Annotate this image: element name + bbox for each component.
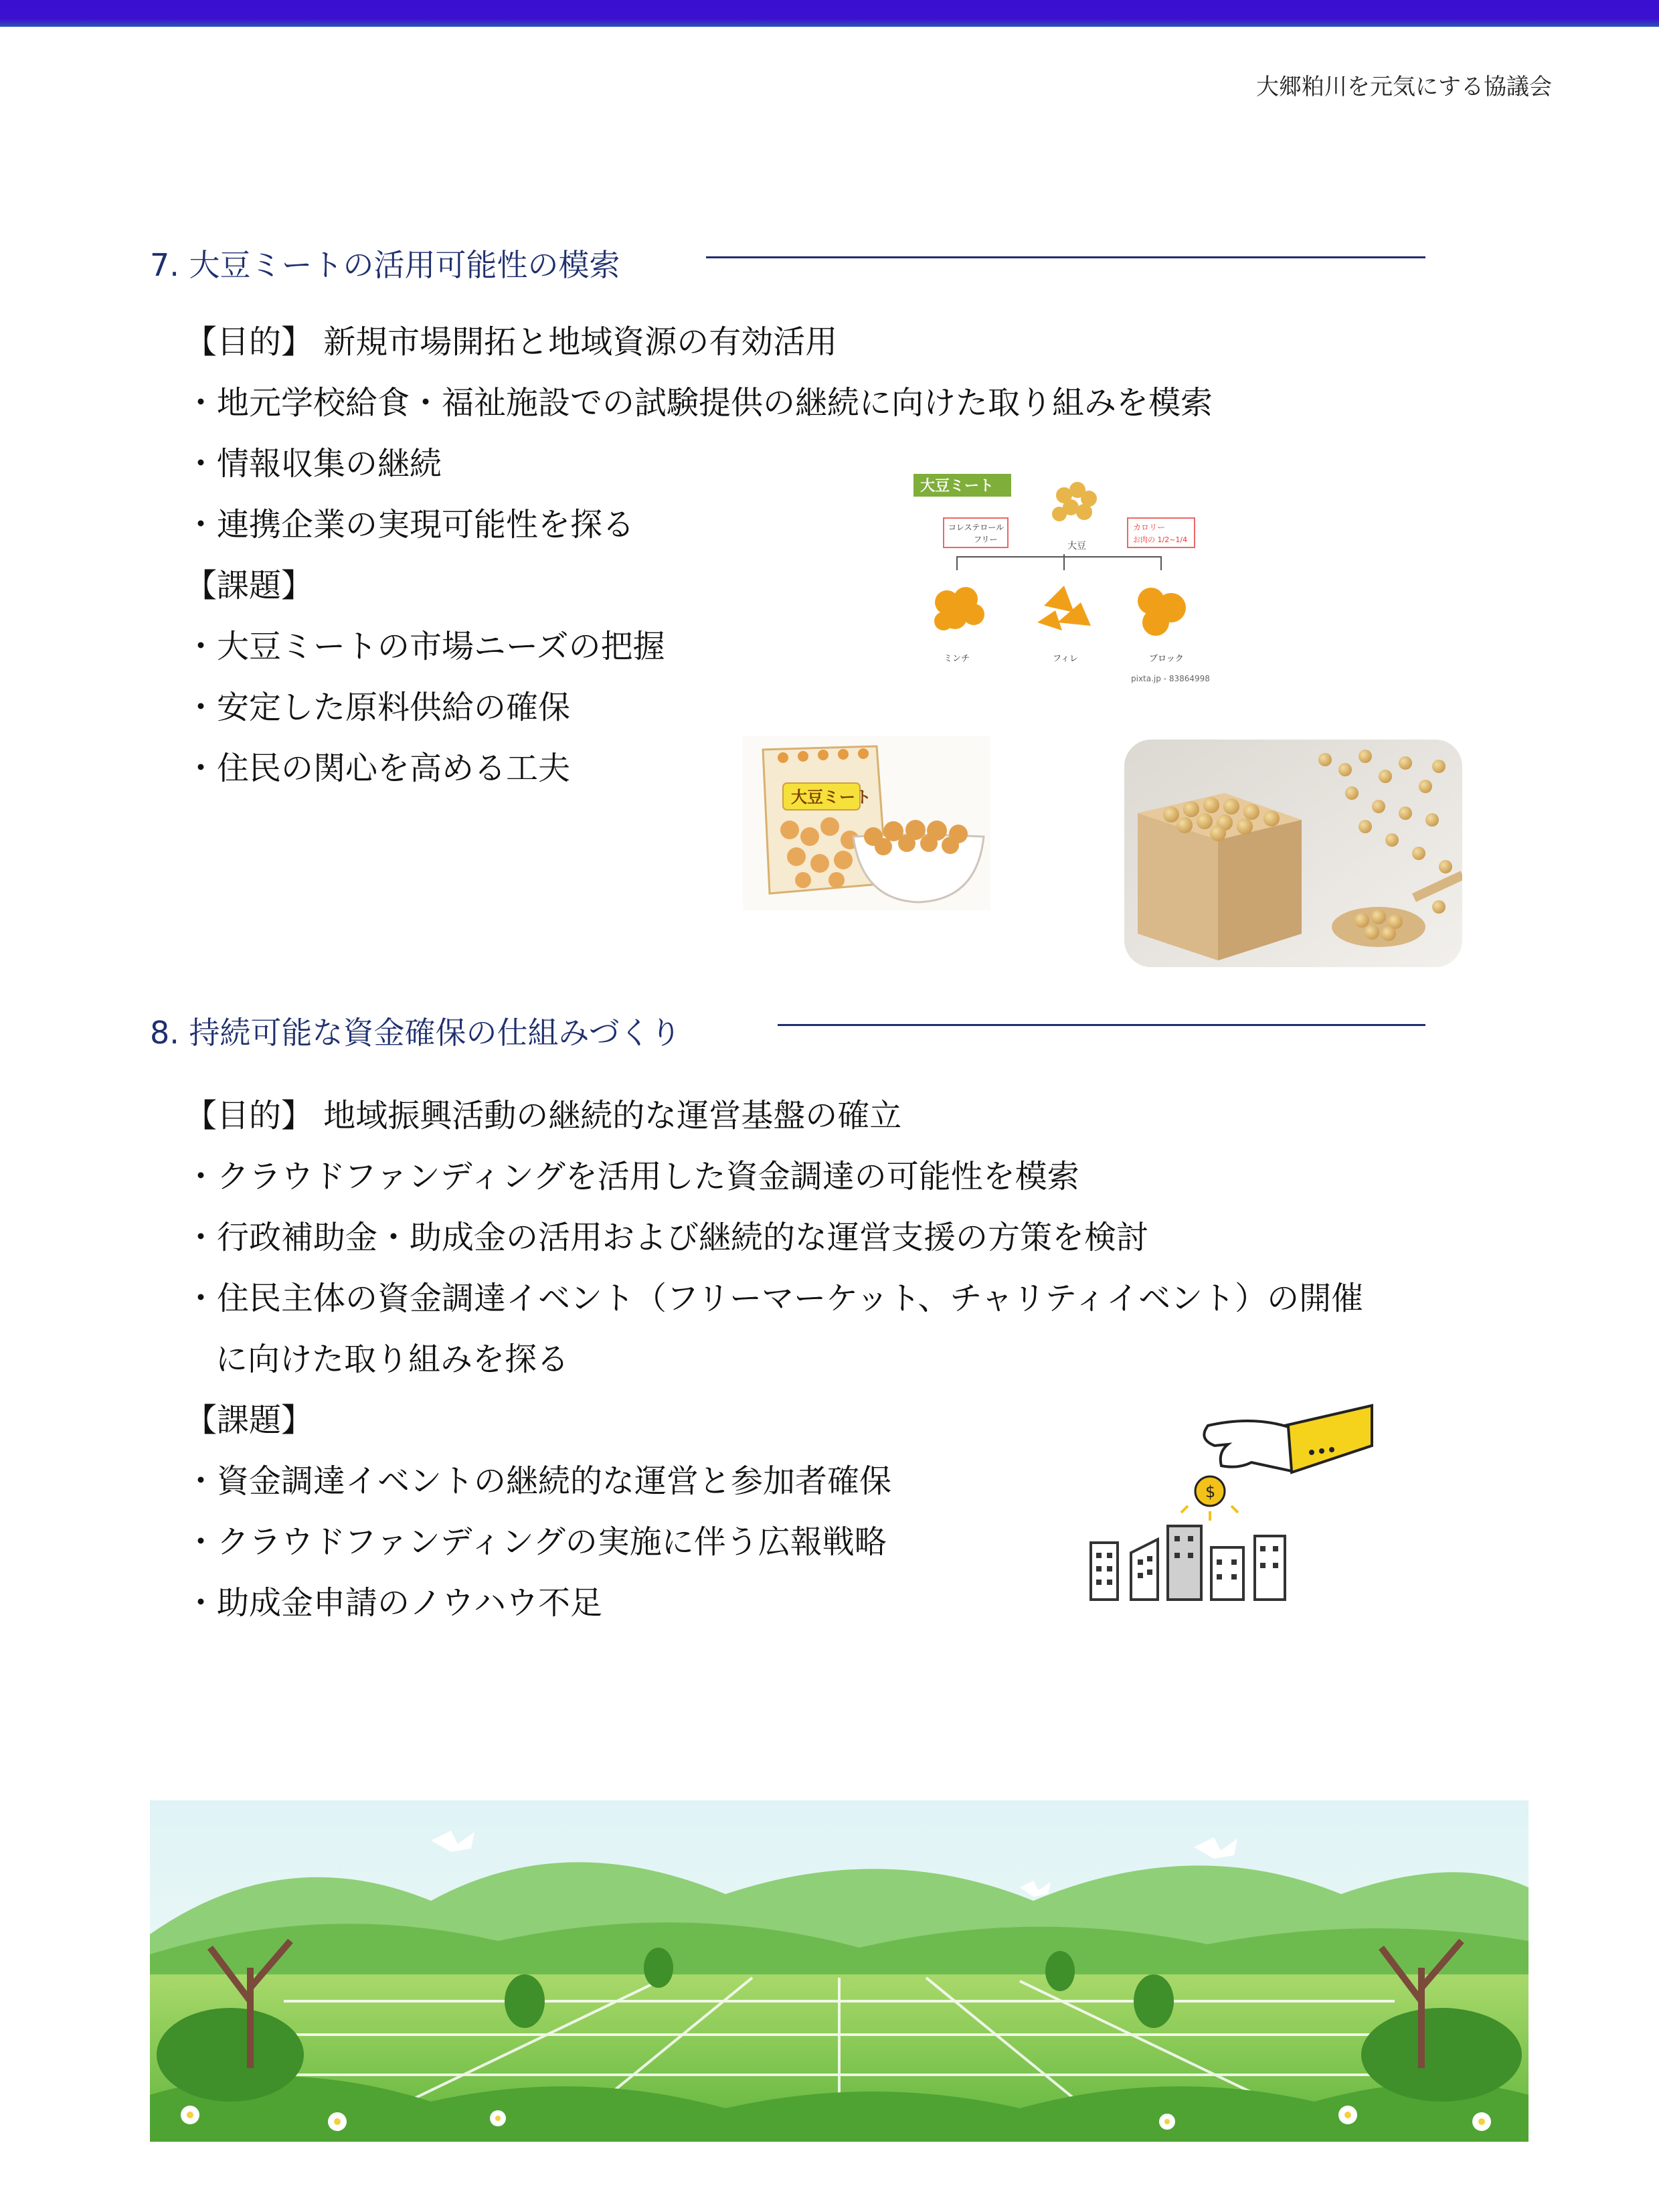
soy-meat-package-image [743,736,990,910]
section-8-item: ・行政補助金・助成金の活用および継続的な運営支援の方策を検討 [185,1219,1149,1256]
section-8-issues-heading: 【課題】 [185,1401,314,1439]
package-label: 大豆ミート [791,788,871,806]
landscape-illustration [150,1800,1529,2142]
section-7-title: 7. 大豆ミートの活用可能性の模索 [150,247,620,283]
svg-text:$: $ [1205,1482,1216,1501]
svg-text:ミンチ: ミンチ [944,654,970,664]
soy-meat-diagram-image [907,462,1228,693]
section-7-issue: ・大豆ミートの市場ニーズの把握 [185,628,665,665]
svg-text:フィレ: フィレ [1053,654,1078,664]
section-8-item: ・住民主体の資金調達イベント（フリーマーケット、チャリティイベント）の開催 [185,1280,1364,1317]
top-accent-bar [0,0,1659,27]
svg-text:フリー: フリー [974,535,998,544]
section-8-issue: ・助成金申請のノウハウ不足 [185,1584,603,1622]
section-8-rule [778,1024,1425,1026]
section-8-issue: ・クラウドファンディングの実施に伴う広報戦略 [185,1523,887,1561]
section-7-rule [706,256,1425,258]
section-7-item: ・地元学校給食・福祉施設での試験提供の継続に向けた取り組みを模索 [185,384,1213,422]
svg-text:カロリー: カロリー [1133,523,1166,532]
section-8-purpose: 【目的】 地域振興活動の継続的な運営基盤の確立 [185,1097,902,1134]
soybeans-photo [1124,740,1462,967]
section-7-issue: ・住民の関心を高める工夫 [185,750,571,787]
svg-text:大豆: 大豆 [1067,541,1086,551]
section-7-item: ・連携企業の実現可能性を探る [185,506,635,543]
section-7-issue: ・安定した原料供給の確保 [185,689,571,726]
svg-text:ブロック: ブロック [1149,654,1184,664]
diagram-label: 大豆ミート [920,478,994,495]
section-8-title: 8. 持続可能な資金確保の仕組みづくり [150,1015,681,1051]
section-8-item-continuation: に向けた取り組みを探る [215,1341,570,1378]
section-7-issues-heading: 【課題】 [185,567,314,604]
svg-text:コレステロール: コレステロール [948,523,1005,532]
crowdfunding-illustration [1084,1399,1379,1613]
organization-name: 大郷粕川を元気にする協議会 [1256,74,1552,100]
section-8-item: ・クラウドファンディングを活用した資金調達の可能性を模索 [185,1158,1079,1195]
svg-text:pixta.jp - 83864998: pixta.jp - 83864998 [1131,674,1210,683]
section-7-item: ・情報収集の継続 [185,445,442,483]
section-7-purpose: 【目的】 新規市場開拓と地域資源の有効活用 [185,323,838,361]
svg-text:お肉の 1/2~1/4: お肉の 1/2~1/4 [1133,535,1188,544]
section-8-issue: ・資金調達イベントの継続的な運営と参加者確保 [185,1462,892,1500]
